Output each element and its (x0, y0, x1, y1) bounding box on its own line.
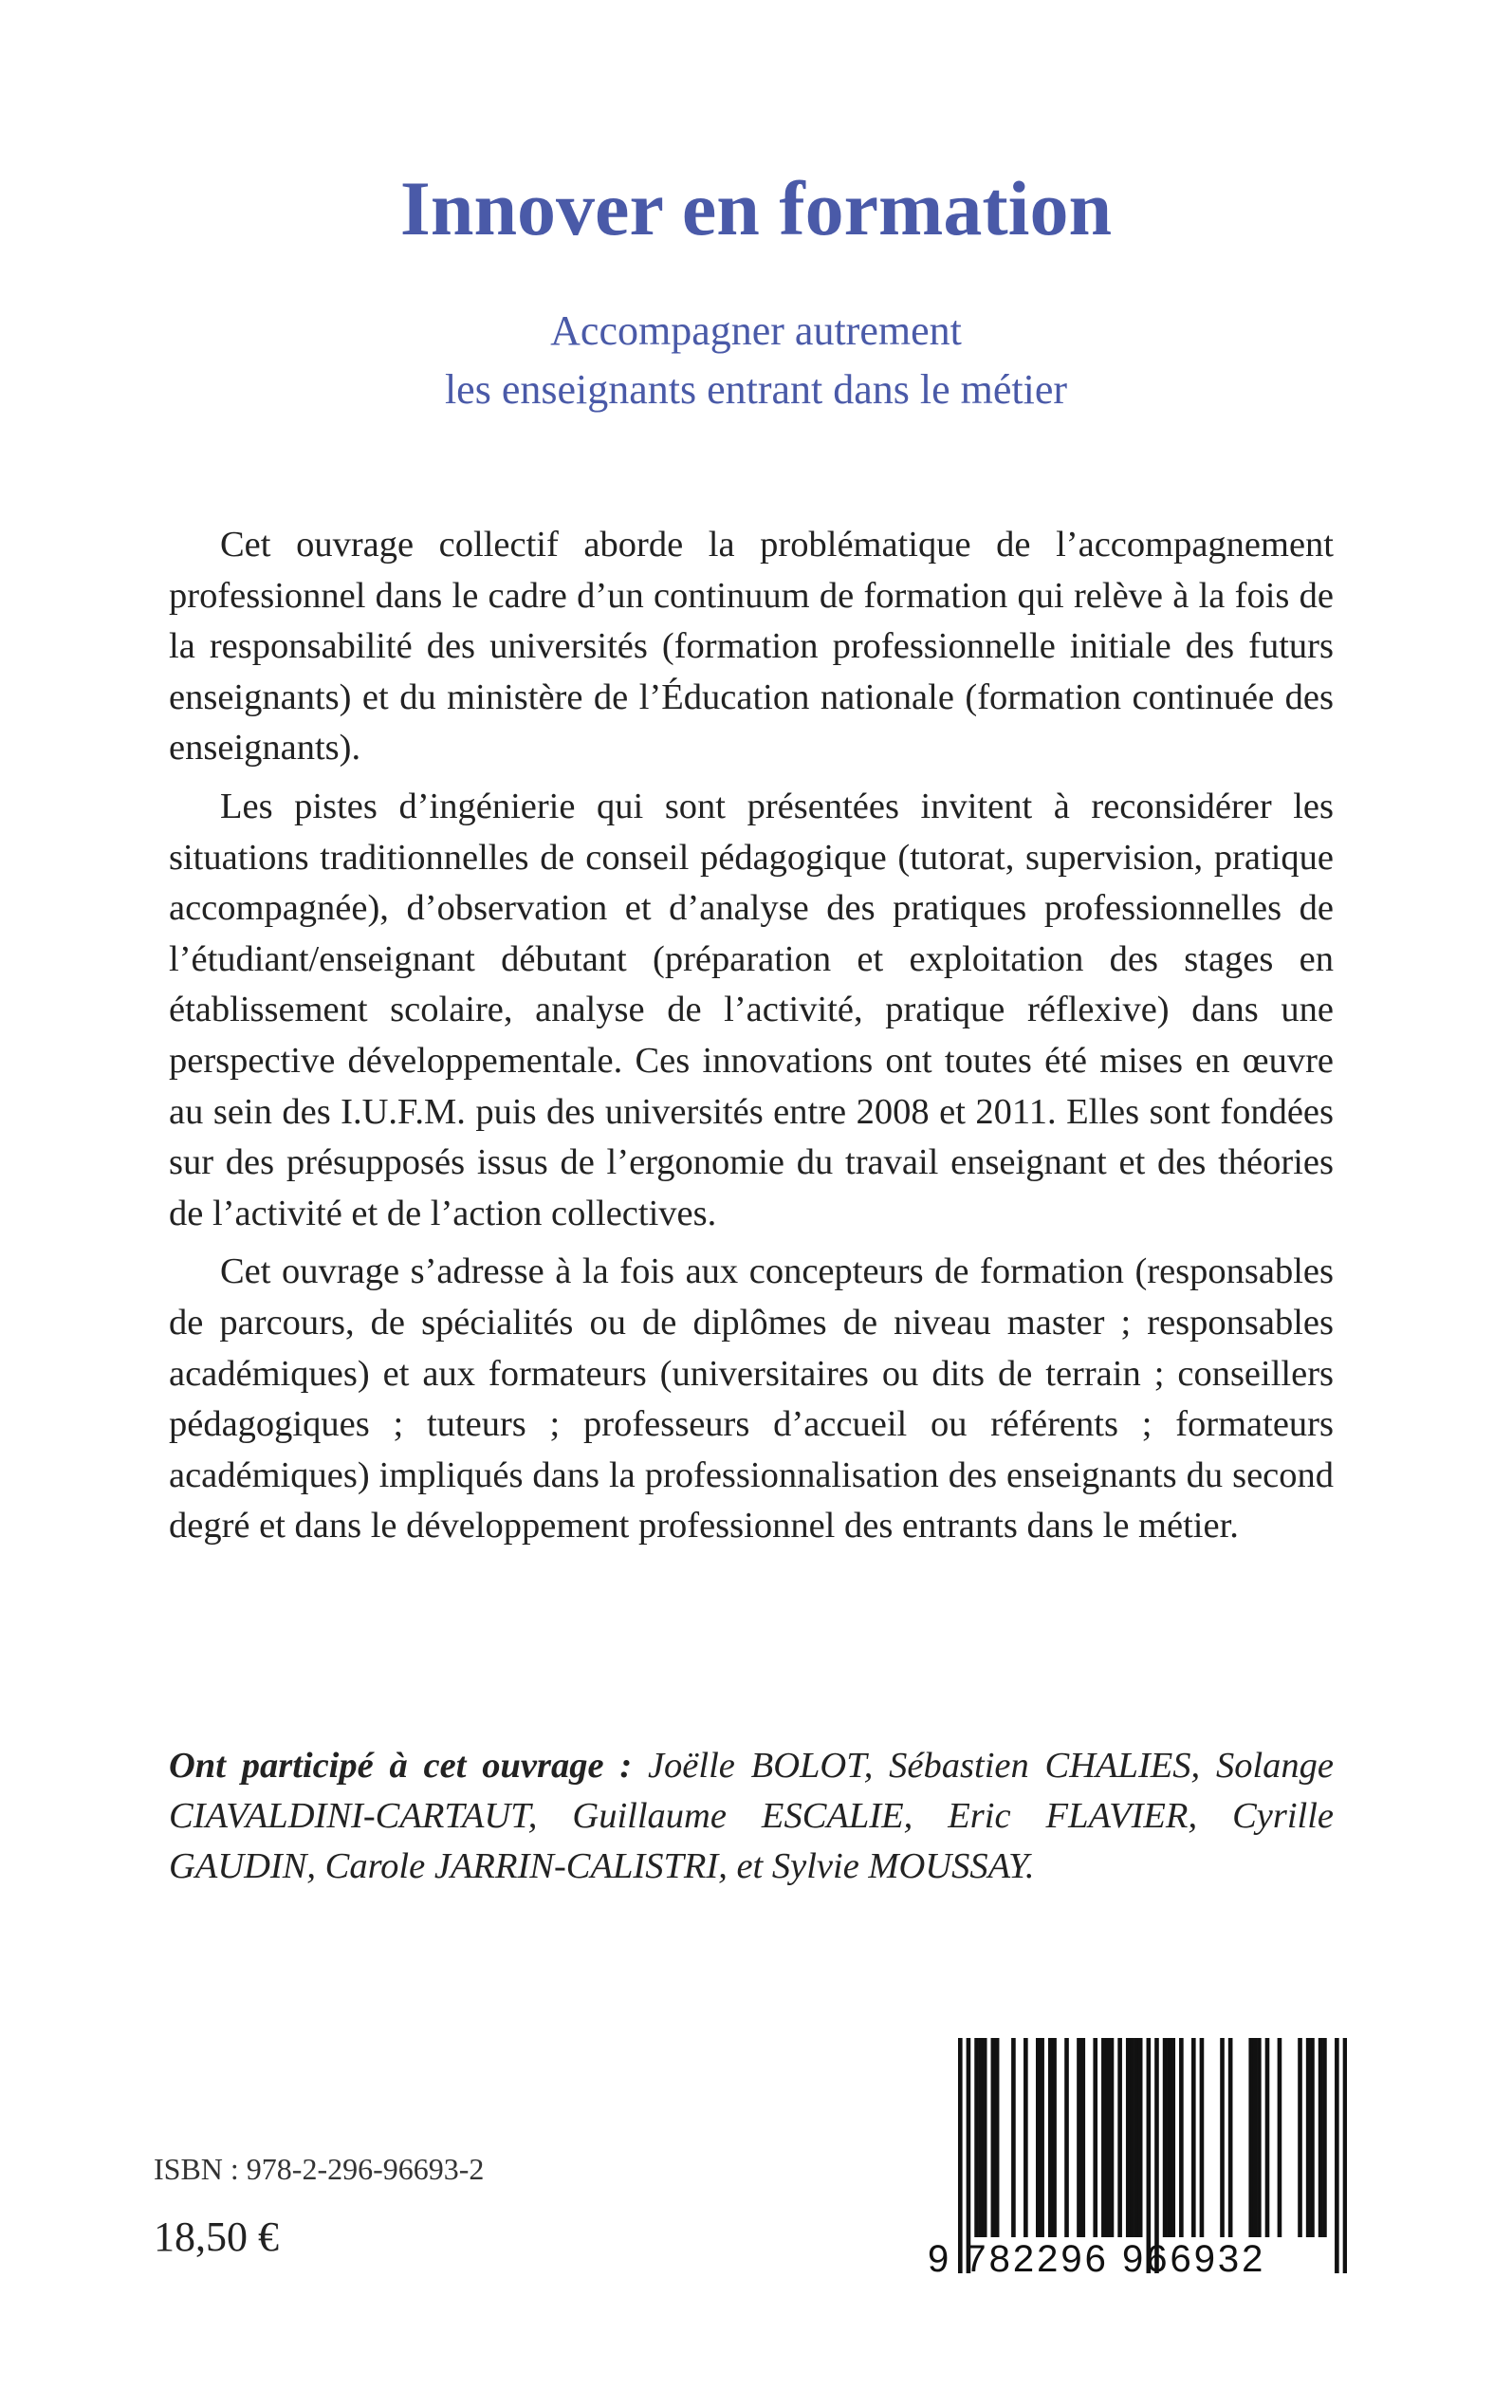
price-label: 18,50 € (154, 2214, 279, 2260)
isbn-label: ISBN : 978-2-296-96693-2 (154, 2152, 485, 2186)
barcode-bar (1220, 2038, 1225, 2237)
barcode-digits: 9 782296 966932 (928, 2238, 1266, 2280)
barcode-bar (991, 2038, 996, 2237)
barcode-bar (1253, 2038, 1258, 2237)
book-title: Innover en formation (399, 165, 1113, 251)
barcode-bar (1080, 2038, 1085, 2237)
barcode-bar (1306, 2038, 1311, 2237)
barcode-bar (1200, 2038, 1205, 2237)
barcode-bar (1167, 2038, 1171, 2237)
summary-paragraph-1: Cet ouvrage collectif aborde la problématique de l’accompagnement professionnel dans le cadre d’un continuum de formation qui relève à la fois de la responsabilité des universités (formation professionnelle initiale des futurs enseignants) et du ministère de l’Éducation nationale (formation continuée des enseignants). (169, 525, 1334, 769)
summary-paragraph-3: Cet ouvrage s’adresse à la fois aux concepteurs de formation (responsables de parcours, de spécialités ou de diplômes de niveau master ; responsables académiques) et aux formateurs (universitaires ou dits de terrain ; conseillers pédagogiques ; tuteurs ; professeurs d’accueil ou référents ; formateurs académiques) impliqués dans la professionnalisation des enseignants du second degré et dans le développement professionnel des entrants dans le métier. (169, 1251, 1334, 1547)
contributors-block (169, 1741, 1334, 1892)
summary-text (169, 520, 1334, 1560)
barcode-bar (1179, 2038, 1184, 2237)
barcode-bar (1036, 2038, 1041, 2237)
subtitle-line-1: Accompagner autrement (550, 307, 962, 354)
barcode-bar (1011, 2038, 1016, 2237)
subtitle-line-2: les enseignants entrant dans le métier (444, 366, 1068, 413)
barcode-bar (995, 2038, 1000, 2237)
barcode-bar (1310, 2038, 1315, 2237)
barcode-bar (979, 2038, 984, 2237)
barcode-bar (1278, 2038, 1282, 2237)
contributors-lead: Ont participé à cet ouvrage : (169, 1746, 648, 1786)
barcode-bar (1298, 2038, 1302, 2237)
barcode-bar (1048, 2038, 1053, 2237)
barcode-bar (1322, 2038, 1327, 2237)
barcode-bar (1134, 2038, 1139, 2237)
barcode-bar (1023, 2038, 1028, 2237)
barcode-bar (1138, 2038, 1143, 2237)
book-subtitle (0, 302, 1512, 419)
barcode-bar (1248, 2038, 1253, 2237)
barcode-bar (1130, 2038, 1134, 2237)
barcode-bar (1228, 2038, 1233, 2237)
barcode-bar (983, 2038, 987, 2237)
summary-paragraph-2: Les pistes d’ingénierie qui sont présentées invitent à reconsidérer les situations traditionnelles de conseil pédagogique (tutorat, supervision, pratique accompagnée), d’observation et d’analyse des pratiques professionnelles de l’étudiant/enseignant débutant (préparation et exploitation des stages en établissement scolaire, analyse de l’activité, pratique réflexive) dans une perspective développementale. Ces innovations ont toutes été mises en œuvre au sein des I.U.F.M. puis des universités entre 2008 et 2011. Elles sont fondées sur des présupposés issus de l’ergonomie du travail enseignant et des théories de l’activité et de l’action collectives. (169, 786, 1334, 1233)
contributors-names: Joëlle BOLOT, Sébastien CHALIES, Solange CIAVALDINI-CARTAUT, Guillaume ESCALIE, Eric FLAVIER, Cyrille GAUDIN, Carole JARRIN-CALISTRI, et Sylvie MOUSSAY. (169, 1746, 1334, 1886)
barcode-bar (1064, 2038, 1069, 2237)
barcode-bar (1110, 2038, 1115, 2237)
barcode-bar (1265, 2038, 1270, 2237)
barcode-bar (1077, 2038, 1081, 2237)
barcode-bar (1318, 2038, 1323, 2237)
barcode-bar (1117, 2038, 1122, 2237)
barcode-bar (1093, 2038, 1097, 2237)
barcode-bar (1040, 2038, 1044, 2237)
barcode-bar (1105, 2038, 1110, 2237)
barcode-bar (1257, 2038, 1262, 2237)
barcode-bar (1171, 2038, 1175, 2237)
barcode-bar (1101, 2038, 1106, 2237)
barcode-bar (974, 2038, 979, 2237)
barcode-bar (1052, 2038, 1057, 2237)
barcode-bar (1163, 2038, 1168, 2237)
barcode-bar (1126, 2038, 1131, 2237)
barcode-bar (1191, 2038, 1196, 2237)
